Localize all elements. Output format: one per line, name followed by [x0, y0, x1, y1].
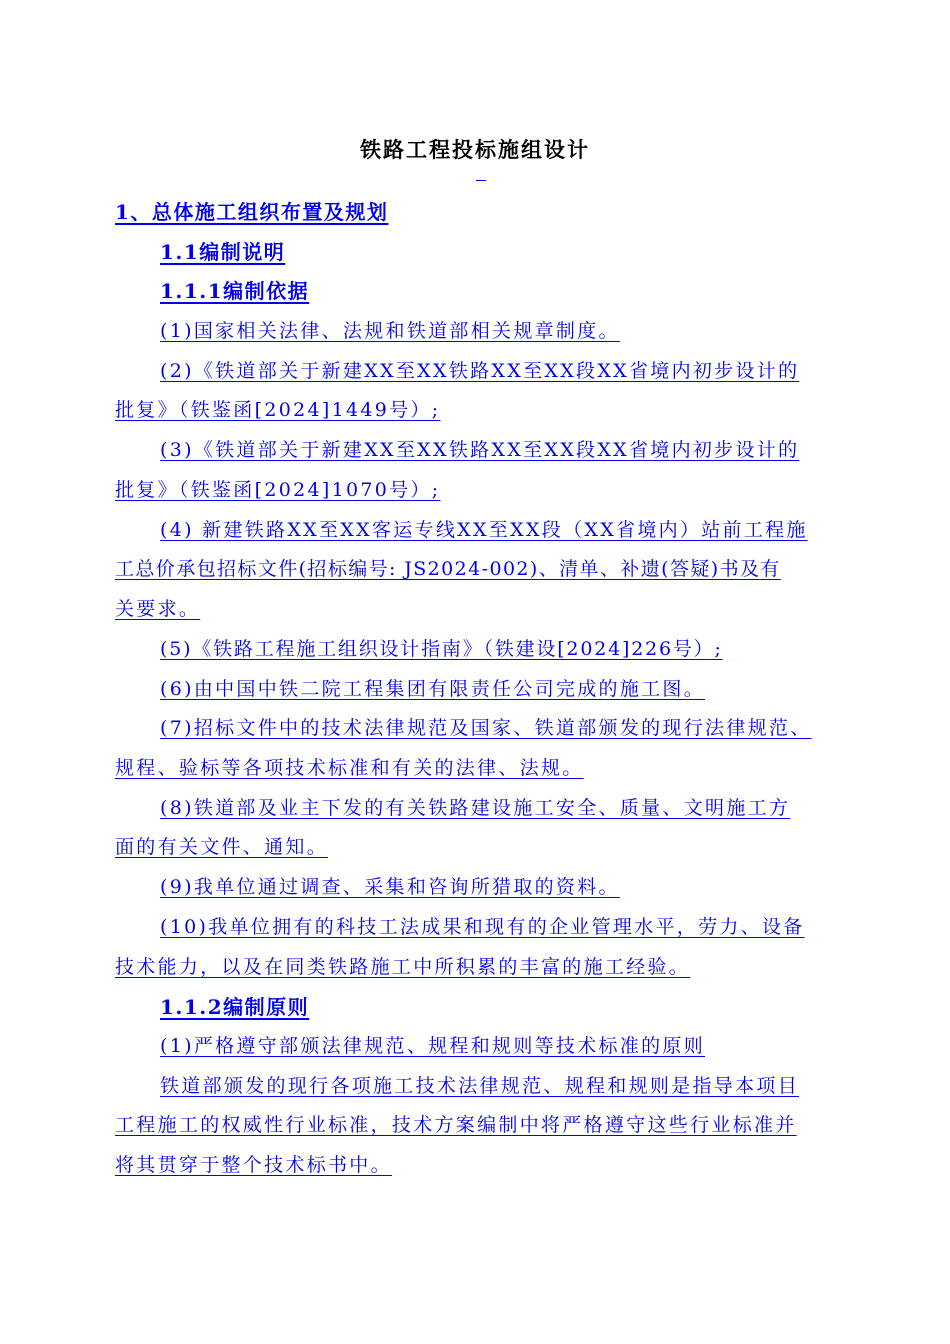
- basis-item-10-line-1[interactable]: (10)我单位拥有的科技工法成果和现有的企业管理水平，劳力、设备: [160, 916, 805, 938]
- basis-item-10-line-2[interactable]: 技术能力，以及在同类铁路施工中所积累的丰富的施工经验。: [115, 956, 691, 978]
- basis-item-7-line-2[interactable]: 规程、验标等各项技术标准和有关的法律、法规。: [115, 757, 584, 779]
- heading-section-1-1-1[interactable]: 1.1.1编制依据: [160, 279, 310, 303]
- basis-item-7-line-1[interactable]: (7)招标文件中的技术法律规范及国家、铁道部颁发的现行法律规范、: [160, 717, 812, 739]
- basis-item-5[interactable]: (5)《铁路工程施工组织设计指南》（铁建设[2024]226号）;: [160, 638, 723, 660]
- basis-item-1[interactable]: (1)国家相关法律、法规和铁道部相关规章制度。: [160, 320, 620, 342]
- basis-item-3-line-1[interactable]: (3)《铁道部关于新建XX至XX铁路XX至XX段XX省境内初步设计的: [160, 439, 800, 461]
- heading-section-1[interactable]: 1、总体施工组织布置及规划: [115, 200, 389, 224]
- basis-item-3-line-2[interactable]: 批复》（铁鉴函[2024]1070号）;: [115, 479, 441, 501]
- principle-paragraph-line-1[interactable]: 铁道部颁发的现行各项施工技术法律规范、规程和规则是指导本项目: [160, 1075, 800, 1097]
- basis-item-6[interactable]: (6)由中国中铁二院工程集团有限责任公司完成的施工图。: [160, 678, 706, 700]
- basis-item-8-line-1[interactable]: (8)铁道部及业主下发的有关铁路建设施工安全、质量、文明施工方: [160, 797, 791, 819]
- principle-item-1[interactable]: (1)严格遵守部颁法律规范、规程和规则等技术标准的原则: [160, 1035, 706, 1057]
- basis-item-8-line-2[interactable]: 面的有关文件、通知。: [115, 836, 329, 858]
- basis-item-4-line-1[interactable]: (4) 新建铁路XX至XX客运专线XX至XX段（XX省境内）站前工程施: [160, 519, 808, 541]
- basis-item-9[interactable]: (9)我单位通过调查、采集和咨询所猎取的资料。: [160, 876, 620, 898]
- heading-section-1-1-2[interactable]: 1.1.2编制原则: [160, 995, 310, 1019]
- principle-paragraph-line-2[interactable]: 工程施工的权威性行业标准，技术方案编制中将严格遵守这些行业标准并: [115, 1114, 797, 1136]
- basis-item-2-line-2[interactable]: 批复》（铁鉴函[2024]1449号）;: [115, 399, 441, 421]
- principle-paragraph-line-3[interactable]: 将其贯穿于整个技术标书中。: [115, 1154, 392, 1176]
- document-title: 铁路工程投标施组设计: [360, 137, 590, 162]
- basis-item-4-line-3[interactable]: 关要求。: [115, 598, 201, 620]
- title-underline-mark: [476, 180, 486, 181]
- basis-item-2-line-1[interactable]: (2)《铁道部关于新建XX至XX铁路XX至XX段XX省境内初步设计的: [160, 360, 800, 382]
- heading-section-1-1[interactable]: 1.1编制说明: [160, 240, 286, 264]
- basis-item-4-line-2[interactable]: 工总价承包招标文件(招标编号: JS2024-002)、清单、补遗(答疑)书及有: [115, 558, 781, 580]
